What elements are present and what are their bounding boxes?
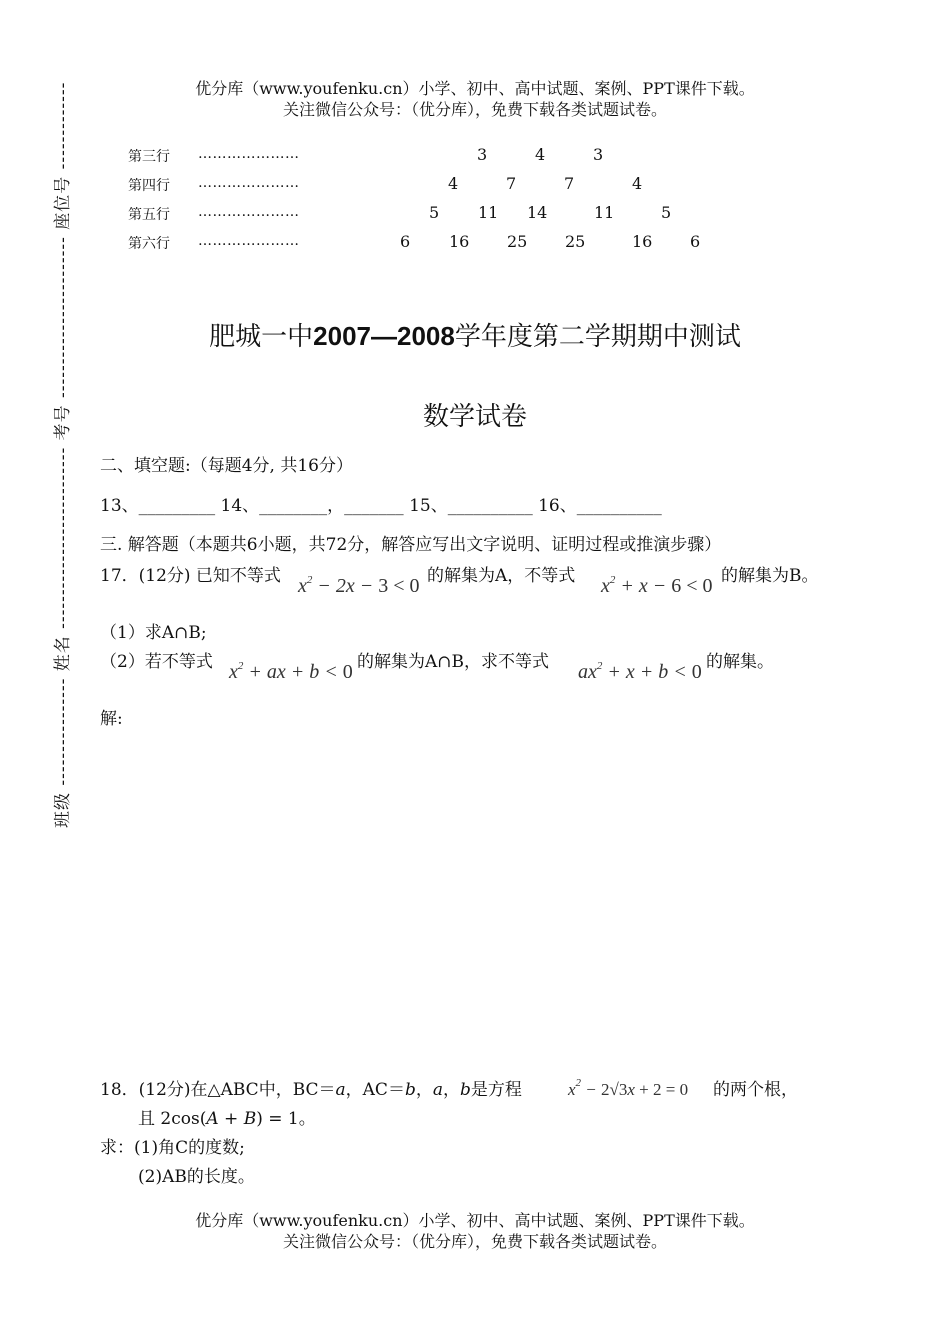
footer-line-2: 关注微信公众号：（优分库），免费下载各类试题试卷。 [282,1232,667,1251]
q17-inequality-4: $ax^2 + x + b < 0$ [578,660,702,683]
row-label: 第三行 [128,149,170,165]
row-dots: ………………… [198,175,300,191]
triangle-value: 7 [564,174,575,193]
row-label: 第四行 [128,178,170,194]
triangle-value: 4 [448,174,459,193]
triangle-value: 6 [400,232,411,251]
header-line-2: 关注微信公众号：（优分库），免费下载各类试题试卷。 [282,100,667,119]
q18-var-b: b [459,1080,471,1100]
title-suffix: 学年度第二学期期中测试 [454,322,741,352]
exam-subject: 数学试卷 [422,402,527,432]
q18-var-a: a [335,1080,346,1100]
row-dots: ………………… [198,146,300,162]
triangle-value: 14 [527,203,548,222]
section2-heading: 二、填空题:（每题4分, 共16分） [100,456,353,476]
triangle-value: 7 [506,174,517,193]
section3-heading: 三. 解答题（本题共6小题，共72分，解答应写出文字说明、证明过程或推演步骤） [100,535,722,555]
row-dots: ………………… [198,204,300,220]
row-dots: ………………… [198,233,300,249]
q18-ask-1: 求：(1)角C的度数; [100,1138,245,1158]
q17-inequality-3: $x^2$ + ax + b < 0 [229,660,353,683]
triangle-value: 16 [449,232,470,251]
triangle-value: 3 [593,145,604,164]
triangle-value: 3 [477,145,488,164]
q17-mid: 的解集为A，不等式 [427,566,576,586]
q18-eq-lead: 是方程 [470,1080,522,1100]
footer-line-1: 优分库（www.youfenku.cn）小学、初中、高中试题、案例、PPT课件下载。 [195,1211,755,1230]
q17-lead: 17．(12分) 已知不等式 [100,566,281,586]
q18-line2: 且 2cos(A + B) = 1。 [138,1109,316,1129]
triangle-value: 16 [632,232,653,251]
q18-sep: ， [442,1080,460,1100]
triangle-value: 4 [632,174,643,193]
q17-part1: （1）求A∩B; [100,623,207,643]
q18-ac: ，AC＝ [345,1080,405,1100]
row-label: 第六行 [128,236,170,252]
q17-inequality-2: $x^2 + x - 6 < 0$ [601,574,713,597]
q18-sep: ， [415,1080,433,1100]
q17-answer-label: 解: [100,709,123,729]
binding-line: 班级 ---------------- 姓名 --------------------------- 考号 ------------------------ 座位号 ------------- [53,81,73,828]
q17-part2-tail: 的解集。 [706,652,774,672]
fill-blanks: 13、_________ 14、________，_______ 15、__________ 16、__________ [100,496,662,516]
triangle-value: 11 [478,203,499,222]
triangle-value: 11 [594,203,615,222]
q18-line1 [100,1075,522,1100]
q18-ask-2: (2)AB的长度。 [138,1167,255,1187]
title-prefix: 肥城一中 [209,322,314,352]
row-label: 第五行 [128,207,170,223]
title-years: 2007—2008 [313,321,455,351]
q17-part2-mid: 的解集为A∩B，求不等式 [357,652,550,672]
q18-lead: 18．(12分)在△ABC中，BC＝ [100,1080,336,1100]
q18-var-a: a [432,1080,443,1100]
triangle-value: 5 [661,203,672,222]
triangle-value: 25 [507,232,528,251]
triangle-value: 4 [535,145,546,164]
q18-equation: $x^2 - 2√3x + 2 = 0$ [568,1077,689,1099]
q17-part2-lead: （2）若不等式 [100,652,213,672]
exam-title [0,316,950,353]
q18-var-b: b [404,1080,416,1100]
q17-inequality-1: $x^2 - 2x - 3 < 0$ [298,574,420,597]
q18-eq-tail: 的两个根， [713,1080,798,1100]
q17-tail: 的解集为B。 [721,566,819,586]
triangle-value: 25 [565,232,586,251]
triangle-value: 6 [690,232,701,251]
triangle-value: 5 [429,203,440,222]
header-line-1: 优分库（www.youfenku.cn）小学、初中、高中试题、案例、PPT课件下载。 [195,79,755,98]
